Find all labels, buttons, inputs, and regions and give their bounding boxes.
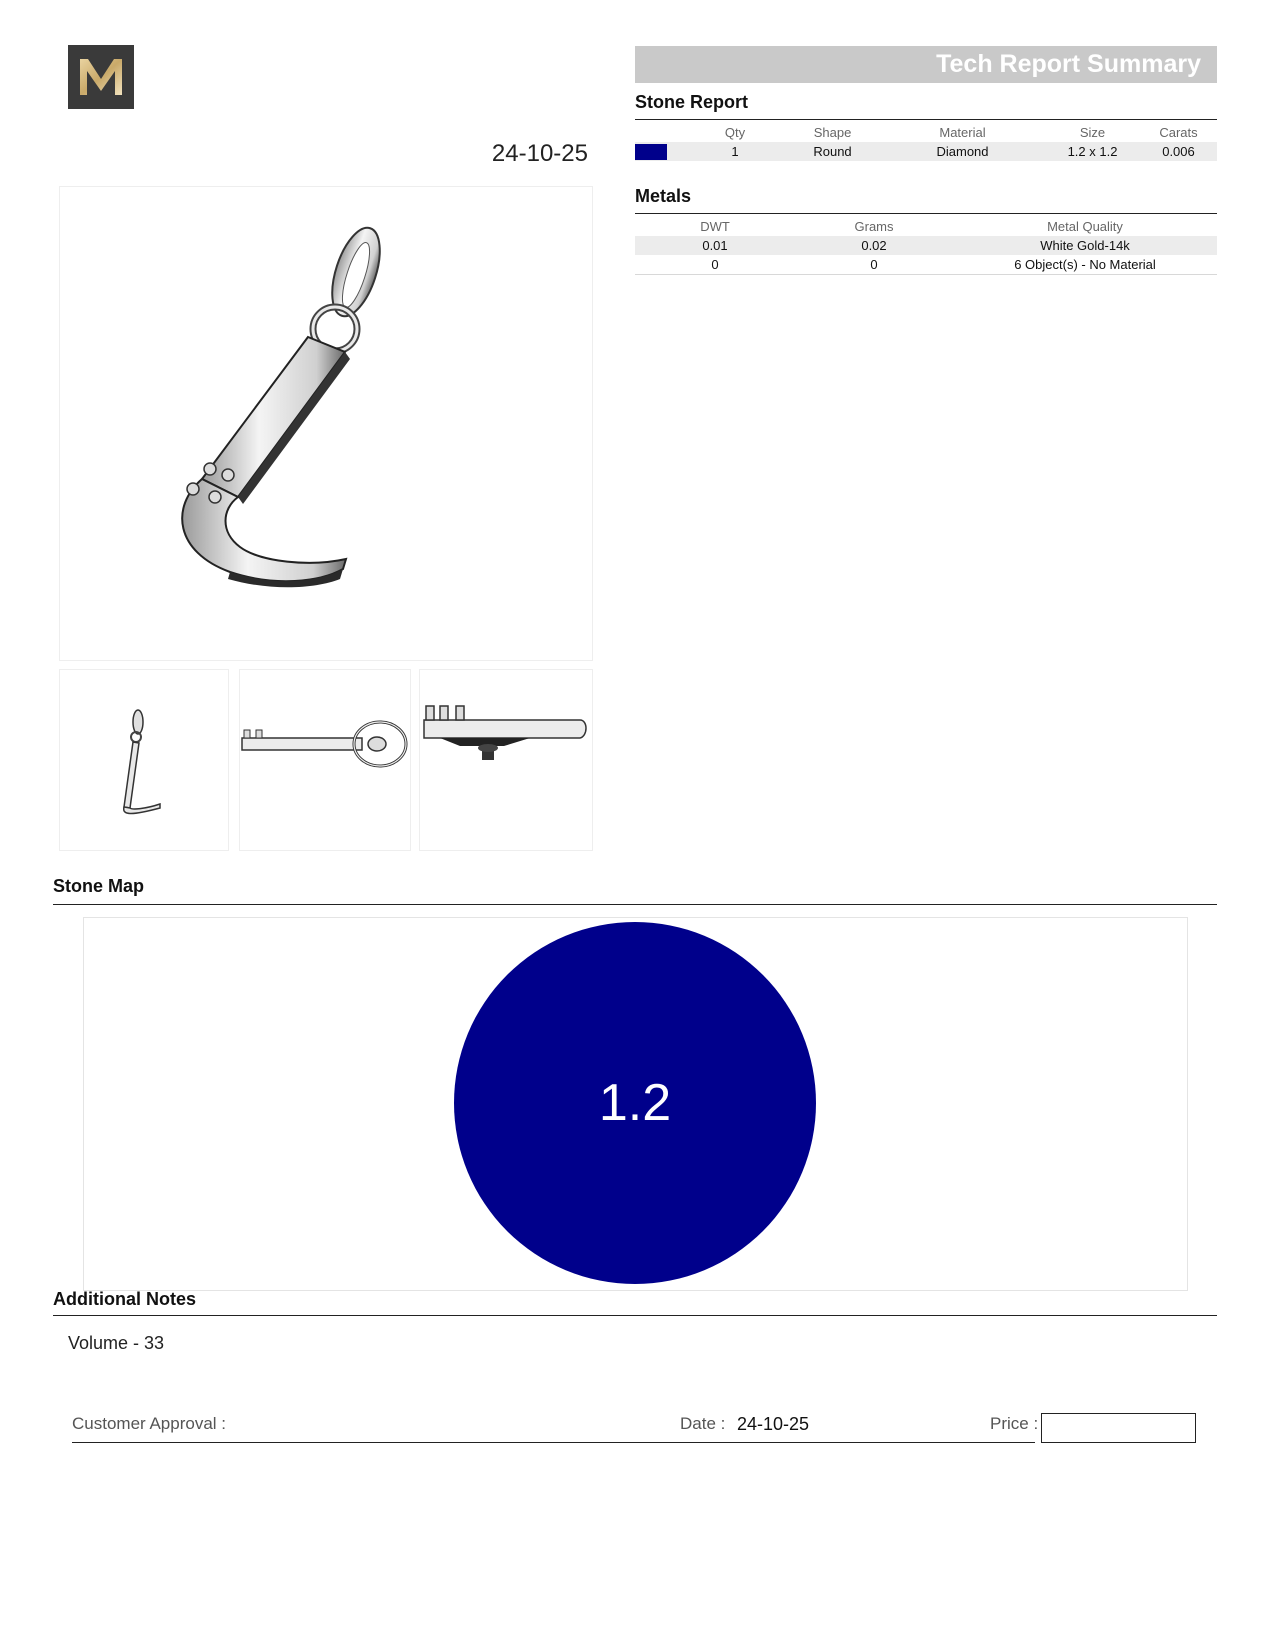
stone-report-header-row <box>635 122 1217 142</box>
col-material: Material <box>939 124 986 140</box>
col-size: Size <box>1079 124 1106 140</box>
col-dwt: DWT <box>700 218 730 234</box>
stone-map-panel <box>83 917 1188 1291</box>
notes-rule <box>53 1315 1217 1316</box>
col-qty: Qty <box>724 124 746 140</box>
date-label: Date : <box>680 1414 726 1433</box>
metals-title: Metals <box>635 186 692 206</box>
report-date: 24-10-25 <box>491 140 588 167</box>
header-bar <box>635 46 1217 83</box>
stone-map-title: Stone Map <box>53 876 145 896</box>
stone-report-title: Stone Report <box>635 92 749 112</box>
stone-qty: 1 <box>685 142 785 161</box>
stone-material: Diamond <box>880 142 1045 161</box>
col-metal-quality: Metal Quality <box>1047 218 1123 234</box>
report-title: Tech Report Summary <box>936 50 1201 78</box>
col-carats: Carats <box>1159 124 1198 140</box>
stone-report-table <box>635 122 1217 161</box>
metals-rule <box>635 213 1217 214</box>
col-grams: Grams <box>854 218 894 234</box>
stone-size: 1.2 x 1.2 <box>1045 142 1140 161</box>
metals-header-row <box>635 216 1217 236</box>
thumbnail-top-view <box>239 669 411 851</box>
thumbnail-side-view <box>419 669 593 851</box>
table-row <box>635 142 1217 161</box>
approval-signature-line <box>72 1442 1035 1443</box>
thumbnail-front-view <box>59 669 229 851</box>
col-shape: Shape <box>813 124 852 140</box>
table-row <box>635 236 1217 255</box>
stone-color-swatch <box>635 144 667 160</box>
metals-table <box>635 216 1217 275</box>
metal-quality: 6 Object(s) - No Material <box>953 255 1217 275</box>
table-row <box>635 255 1217 275</box>
main-render-image <box>59 186 593 661</box>
company-logo <box>68 45 134 109</box>
metal-dwt: 0.01 <box>635 236 795 255</box>
additional-notes-title: Additional Notes <box>53 1289 196 1309</box>
metal-grams: 0.02 <box>795 236 953 255</box>
metal-grams: 0 <box>795 255 953 275</box>
stone-carats: 0.006 <box>1140 142 1217 161</box>
approval-date-value: 24-10-25 <box>737 1414 810 1434</box>
price-field[interactable] <box>1041 1413 1196 1443</box>
stone-map-rule <box>53 904 1217 905</box>
notes-text: Volume - 33 <box>68 1333 165 1353</box>
price-label: Price : <box>990 1414 1039 1433</box>
stone-shape: Round <box>785 142 880 161</box>
stone-map-label: 1.2 <box>598 1074 672 1132</box>
metal-quality: White Gold-14k <box>953 236 1217 255</box>
metal-dwt: 0 <box>635 255 795 275</box>
customer-approval-label: Customer Approval : <box>72 1414 227 1433</box>
stone-report-rule <box>635 119 1217 120</box>
